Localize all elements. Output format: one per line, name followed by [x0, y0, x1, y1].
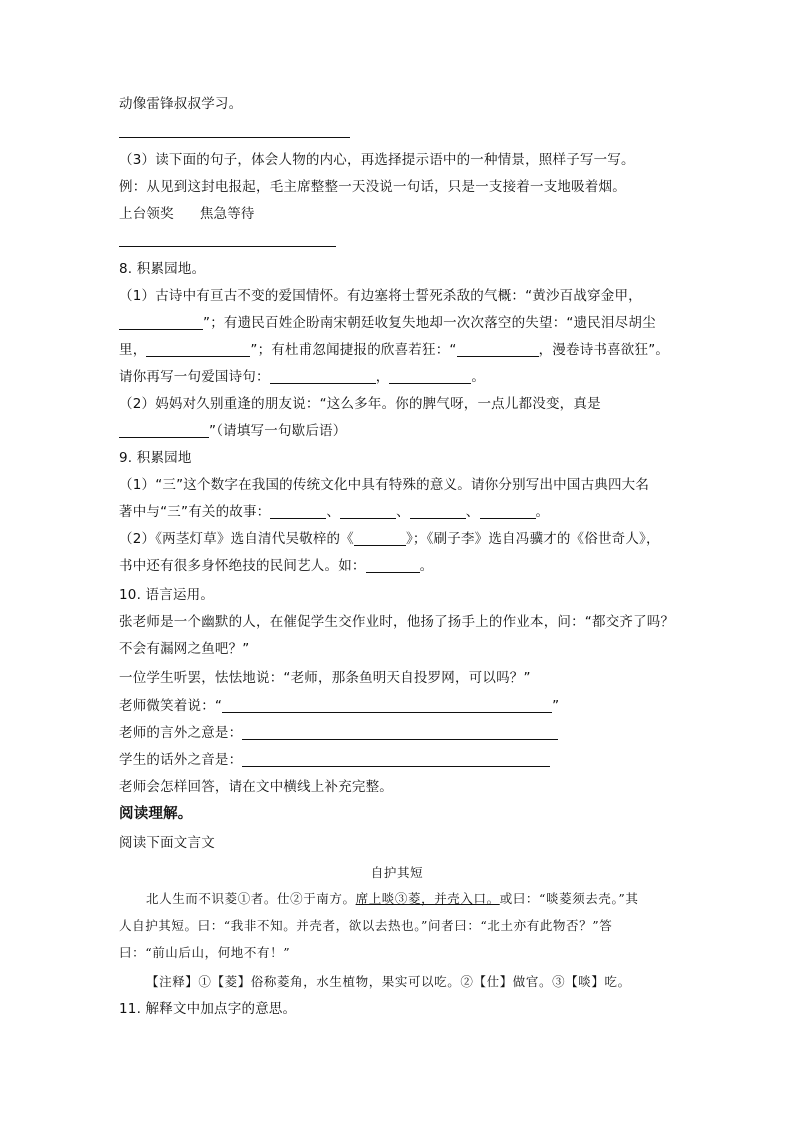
fill-blank[interactable] [354, 531, 406, 546]
q10-line1: 张老师是一个幽默的人，在催促学生交作业时，他扬了扬手上的作业本，问：“都交齐了吗？ [119, 614, 675, 630]
q9-part2-line2: 书中还有很多身怀绝技的民间艺人。如： 。 [119, 558, 434, 574]
option-award: 上台领奖 [119, 206, 174, 222]
passage-line2: 人自护其短。曰：“我非不知。并壳者，欲以去热也。”问者曰：“北土亦有此物否？”答 [119, 918, 613, 933]
q10-line7: 老师会怎样回答，请在文中横线上补充完整。 [119, 779, 393, 795]
q7-options [119, 205, 255, 223]
fill-blank[interactable] [119, 423, 209, 438]
q10-line5: 老师的言外之意是： [119, 724, 558, 742]
q10-line3: 一位学生听罢，怯怯地说：“老师，那条鱼明天自投罗网，可以吗？” [119, 670, 531, 686]
q8-part2-line2: ”（请填写一句歇后语） [119, 422, 346, 440]
fill-blank[interactable] [366, 558, 420, 573]
q9-part1-line2: 著中与“三”有关的故事： 、 、 、 。 [119, 504, 550, 520]
fill-blank[interactable] [119, 315, 203, 330]
fill-blank[interactable] [340, 504, 396, 519]
underlined-sentence: 席上啖③菱，并壳入口。 [355, 891, 500, 906]
q7-sub3-prompt: （3）读下面的句子，体会人物的内心，再选择提示语中的一种情景，照样子写一写。 [119, 152, 635, 168]
fill-blank[interactable] [270, 369, 376, 384]
fill-blank[interactable] [480, 504, 536, 519]
q10-line4: 老师微笑着说：“ ” [119, 698, 560, 714]
q10-line6: 学生的话外之音是： [119, 751, 550, 769]
option-waiting: 焦急等待 [199, 206, 255, 222]
q8-title: 8. 积累园地。 [119, 261, 206, 277]
q11-title: 11. 解释文中加点字的意思。 [119, 1001, 297, 1017]
q8-part1-line1: （1）古诗中有亘古不变的爱国情怀。有边塞将士誓死杀敌的气概：“黄沙百战穿金甲， [119, 288, 642, 304]
q8-part1-line2: ”；有遗民百姓企盼南宋朝廷收复失地却一次次落空的失望：“遗民泪尽胡尘 [119, 314, 656, 332]
fill-blank[interactable] [457, 342, 539, 357]
q9-part2-line1: （2）《两茎灯草》选自清代吴敬梓的《 》；《刷子李》选自冯骥才的《俗世奇人》， [119, 531, 660, 547]
fill-blank[interactable] [270, 504, 326, 519]
q7-example-sentence: 例：从见到这封电报起，毛主席整整一天没说一句话，只是一支接着一支地吸着烟。 [119, 179, 626, 195]
fill-blank[interactable] [146, 342, 250, 357]
passage-title: 自护其短 [370, 865, 424, 880]
passage-notes: 【注释】①【菱】俗称菱角，水生植物，果实可以吃。②【仕】做官。③【啖】吃。 [146, 974, 631, 989]
answer-line[interactable] [119, 246, 336, 247]
reading-intro: 阅读下面文言文 [119, 835, 215, 851]
fill-blank[interactable] [410, 504, 466, 519]
q9-part1-line1: （1）“三”这个数字在我国的传统文化中具有特殊的意义。请你分别写出中国古典四大名 [119, 477, 650, 493]
q10-line2: 不会有漏网之鱼吧？” [119, 641, 250, 657]
fill-blank[interactable] [242, 752, 550, 767]
fill-blank[interactable] [222, 698, 552, 713]
fill-blank[interactable] [389, 369, 471, 384]
q8-part1-line4: 请你再写一句爱国诗句： ， 。 [119, 369, 486, 385]
q7-line-continuation: 动像雷锋叔叔学习。 [119, 96, 243, 112]
reading-heading: 阅读理解。 [119, 806, 193, 822]
q8-part1-line3: 里， ”；有杜甫忽闻捷报的欣喜若狂：“ ，漫卷诗书喜欲狂”。 [119, 342, 670, 358]
answer-line[interactable] [119, 137, 350, 138]
passage-line1: 北人生而不识菱①者。仕②于南方。席上啖③菱，并壳入口。或曰：“啖菱须去壳。”其 [146, 891, 639, 906]
fill-blank[interactable] [242, 725, 558, 740]
passage-line3: 曰：“前山后山，何地不有！” [119, 945, 291, 960]
q10-title: 10. 语言运用。 [119, 587, 215, 603]
q9-title: 9. 积累园地 [119, 450, 192, 466]
q8-part2-line1: （2）妈妈对久别重逢的朋友说：“这么多年。你的脾气呀，一点儿都没变，真是 [119, 396, 601, 412]
